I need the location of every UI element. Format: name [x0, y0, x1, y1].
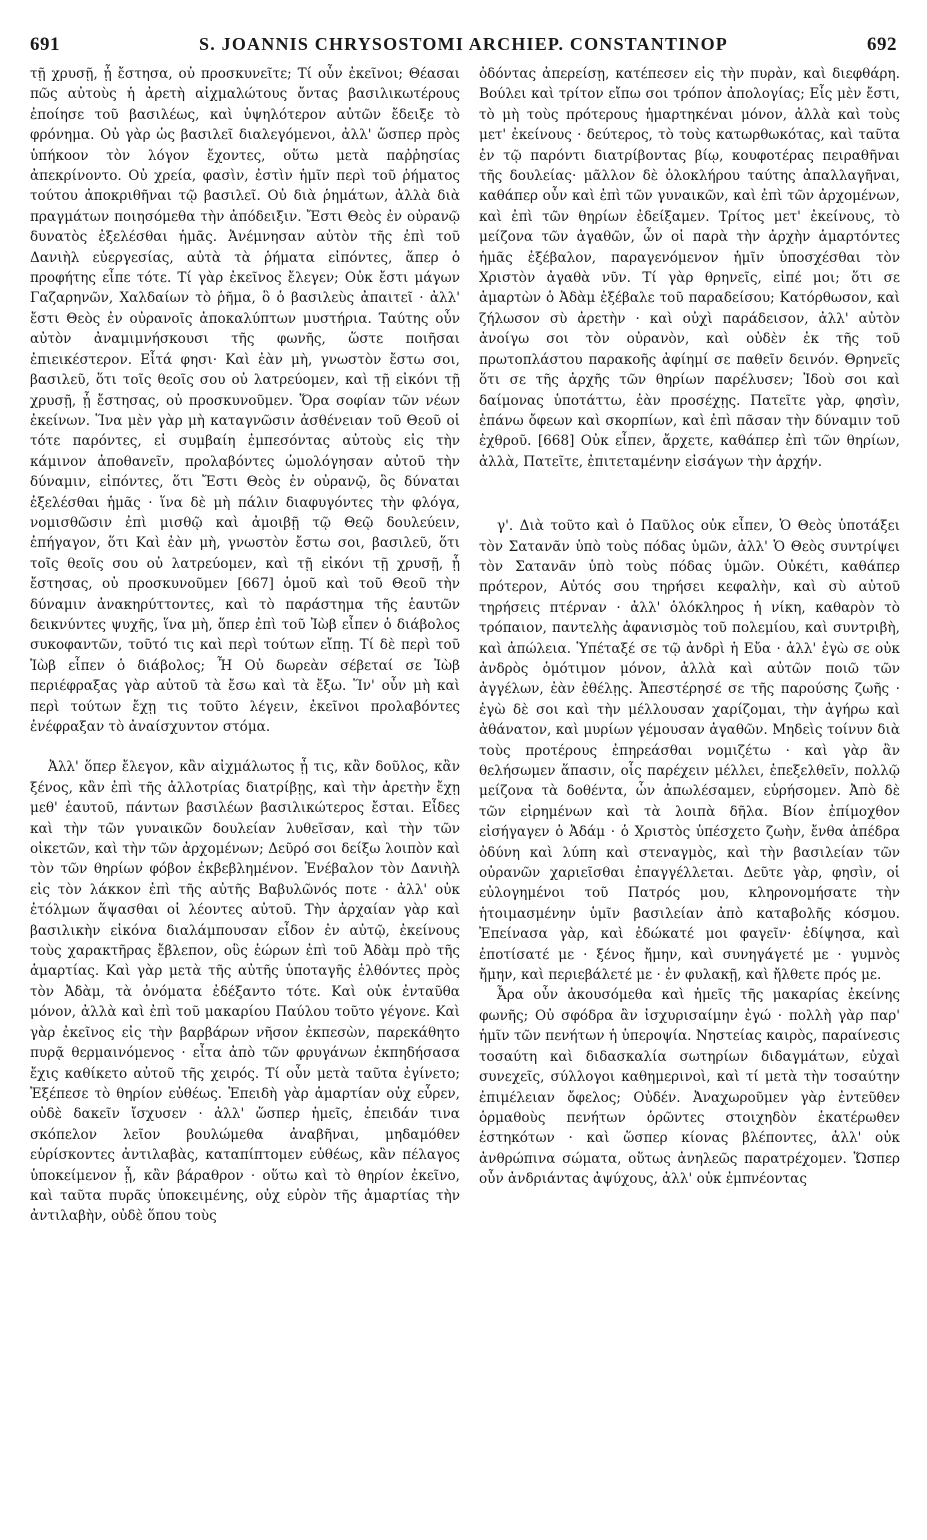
- running-title: S. JOANNIS CHRYSOSTOMI ARCHIEP. CONSTANTINOP: [199, 34, 728, 54]
- right-column: [479, 64, 900, 1190]
- page-number-right: 692: [867, 34, 897, 55]
- right-paragraph-3: Ἆρα οὖν ἀκουσόμεθα καὶ ἡμεῖς τῆς μακαρίας ἐκείνης φωνῆς; Οὐ σφόδρα ἂν ἰσχυρισαίμην ἐγώ · πολλὴ γὰρ παρ' ἡμῖν τῶν πενήτων ἡ ὑπεροψία. Νηστείας καιρὸς, παραίνεσις τοσαύτη καὶ διδασκαλία σωτηρίων διδαγμάτων, εὐχαὶ συνεχεῖς, σύλλογοι καθημερινοὶ, καὶ τί μετὰ τὴν τοσαύτην ἐπιμέλειαν ὄφελος; Οὐδέν. Ἀναχωροῦμεν γὰρ ἐντεῦθεν ὁρμαθοὺς πενήτων ὁρῶντες στοιχηδὸν ἑκατέρωθεν ἑστηκότων · καὶ ὥσπερ κίονας βλέποντες, ἀλλ' οὐκ ἀνθρώπινα σώματα, οὕτως ἀνηλεῶς παρατρέχομεν. Ὥσπερ οὖν ἀνδριάντας ἀψύχους, ἀλλ' οὐκ ἐμπνέοντας: [479, 987, 900, 1188]
- right-paragraph-2: γ'. Διὰ τοῦτο καὶ ὁ Παῦλος οὐκ εἶπεν, Ὁ Θεὸς ὑποτάξει τὸν Σατανᾶν ὑπὸ τοὺς πόδας ὑμῶν, ἀλλ' Ὁ Θεὸς συντρίψει τὸν Σατανᾶν ὑπὸ τοὺς πόδας ὑμῶν. Οὐκέτι, καθάπερ πρότερον, Αὐτός σου τηρήσει κεφαλὴν, καὶ σὺ αὐτοῦ τηρήσεις πτέρναν · ἀλλ' ὁλόκληρος ἡ νίκη, καθαρὸν τὸ τρόπαιον, παντελὴς ἀφανισμὸς τοῦ πολεμίου, καὶ συντριβὴ, καὶ ἀπώλεια. Ὑπέταξέ σε τῷ ἀνδρὶ ἡ Εὔα · ἀλλ' ἐγὼ σε οὐκ ἀνδρὸς ὁμότιμον μόνον, ἀλλὰ καὶ αὐτῶν ποιῶ τῶν ἀγγέλων, ἐὰν ἐθέλῃς. Ἀπεστέρησέ σε τῆς παρούσης ζωῆς · ἐγὼ δὲ σοι καὶ τὴν μέλλουσαν χαρίζομαι, τὴν ἀγήρω καὶ ἀθάνατον, καὶ μυρίων γέμουσαν ἀγαθῶν. Μηδεὶς τοίνυν διὰ τοὺς προτέρους ἐπηρεάσθαι νομιζέτω · καὶ γὰρ ἂν θελήσωμεν ἅπασιν, οἷς παρέχειν μέλλει, ἐπεξελθεῖν, πολλῷ μείζονα τὰ δοθέντα, ὧν ἀπωλέσαμεν, εὑρήσομεν. Ἀπὸ δὲ τῶν εἰρημένων καὶ τὰ λοιπὰ δῆλα. Βίον ἐπίμοχθον εἰσήγαγεν ὁ Ἀδάμ · ὁ Χριστὸς ὑπέσχετο ζωὴν, ἔνθα ἀπέδρα ὀδύνη καὶ λύπη καὶ στεναγμὸς, καὶ τὴν βασιλείαν τῶν οὐρανῶν χαριεῖσθαι ἐπαγγέλλεται. Δεῦτε γὰρ, φησὶν, οἱ εὐλογημένοι τοῦ Πατρός μου, κληρονομήσατε τὴν ἡτοιμασμένην ὑμῖν βασιλείαν ἀπὸ καταβολῆς κόσμου. Ἐπείνασα γὰρ, καὶ ἐδώκατέ μοι φαγεῖν· ἐδίψησα, καὶ ἐποτίσατέ με · ξένος ἤμην, καὶ συνηγάγετέ με · γυμνὸς ἤμην, καὶ περιεβάλετέ με · ἐν φυλακῇ, καὶ ἤλθετε πρός με.: [479, 518, 900, 984]
- left-paragraph-2: Ἀλλ' ὅπερ ἔλεγον, κἂν αἰχμάλωτος ᾖ τις, κἂν δοῦλος, κἂν ξένος, κἂν ἐπὶ τῆς ἀλλοτρίας διατρίβῃς, καὶ τὴν ἀρετὴν ἔχῃ μεθ' ἑαυτοῦ, πάντων βασιλέων βασιλικώτερος ἔσται. Εἶδες καὶ τὴν τῶν γυναικῶν δουλείαν λυθεῖσαν, καὶ τὴν τῶν οἰκετῶν, καὶ τὴν τῶν ἀρχομένων; Δεῦρό σοι δείξω λοιπὸν καὶ τὸν τῶν θηρίων φόβον ἐκβεβλημένον. Ἐνέβαλον τὸν Δανιὴλ εἰς τὸν λάκκον ἐπὶ τῆς αὐτῆς Βαβυλῶνός ποτε · ἀλλ' οὐκ ἐτόλμων ἅψασθαι οἱ λέοντες αὐτοῦ. Τὴν ἀρχαίαν γὰρ καὶ βασιλικὴν εἰκόνα διαλάμπουσαν εἶδον ἐν αὐτῷ, ἐκείνους τοὺς χαρακτῆρας ἔβλεπον, οὓς ἑώρων ἐπὶ τοῦ Ἀδὰμ πρὸ τῆς ἁμαρτίας. Καὶ γὰρ μετὰ τῆς αὐτῆς ὑποταγῆς ἐλθόντες πρὸς τὸν Ἀδὰμ, τὰ ὀνόματα ἐδέξαντο τότε. Καὶ οὐκ ἐνταῦθα μόνον, ἀλλὰ καὶ ἐπὶ τοῦ μακαρίου Παύλου τοῦτο γέγονε. Καὶ γὰρ ἐκεῖνος εἰς τὴν βαρβάρων νῆσον ἐκπεσὼν, παρεκάθητο πυρᾷ θερμαινόμενος · εἶτα ἀπὸ τῶν φρυγάνων ἐκπηδήσασα ἔχις καθίκετο αὐτοῦ τῆς χειρός. Τί οὖν μετὰ ταῦτα ἐγίνετο; Ἐξέπεσε τὸ θηρίον εὐθέως. Ἐπειδὴ γὰρ ἁμαρτίαν οὐχ εὗρεν, οὐδὲ δακεῖν ἴσχυσεν · ἀλλ' ὥσπερ ἡμεῖς, ἐπειδάν τινα σκόπελον λεῖον βουλώμεθα ἀναβῆναι, μηδαμόθεν εὑρίσκοντες ἀντιλαβὰς, καταπίπτομεν εὐθέως, κἂν πέλαγος ὑποκείμενον ᾖ, κἂν βάραθρον · οὕτω καὶ τὸ θηρίον ἐκεῖνο, καὶ ταῦτα πυρᾶς ὑποκειμένης, οὐχ εὑρὸν τῆς ἁμαρτίας τὴν ἀντιλαβὴν, οὐδὲ ὅπου τοὺς: [30, 759, 460, 1225]
- page-number-left: 691: [30, 34, 60, 55]
- running-header: [30, 34, 897, 60]
- right-paragraph-1: ὀδόντας ἀπερείσῃ, κατέπεσεν εἰς τὴν πυρὰν, καὶ διεφθάρη. Βούλει καὶ τρίτον εἴπω σοι τρόπον ἀπολογίας; Εἷς μὲν ἔστι, τὸ μὴ τοὺς πρότερους ἡμαρτηκέναι μόνον, ἀλλὰ καὶ τοὺς μετ' ἐκείνους · δεύτερος, τὸ τοὺς κατωρθωκότας, καὶ ταῦτα ἐν τῷ παρόντι διατρίβοντας βίῳ, κουφοτέρας πειραθῆναι τῆς δουλείας· μᾶλλον δὲ ὁλοκλήρου ταύτης ἀπαλλαγῆναι, καθάπερ οὖν καὶ ἐπὶ τῶν γυναικῶν, καὶ ἐπὶ τῶν ἀρχομένων, καὶ ἐπὶ τῶν θηρίων ἐδείξαμεν. Τρίτος μετ' ἐκείνους, τὸ μείζονα τῶν ἀγαθῶν, ὧν οἱ παρὰ τὴν ἀρχὴν ἁμαρτόντες ἡμᾶς ἐξέβαλον, παραγενόμενον ἡμῖν ὑποσχέσθαι τὸν Χριστὸν ἀγαθὰ νῦν. Τί γὰρ θρηνεῖς, εἰπέ μοι; ὅτι σε ἁμαρτὼν ὁ Ἀδὰμ ἐξέβαλε τοῦ παραδείσου; Κατόρθωσον, καὶ ζήλωσον σὺ ἀρετὴν · καὶ οὐχὶ παράδεισον, ἀλλ' αὐτὸν ἀνοίγω σοι τὸν οὐρανὸν, καὶ οὐδὲν ἐκ τῆς τοῦ πρωτοπλάστου παρακοῆς ἀφίημί σε παθεῖν δεινόν. Θρηνεῖς ὅτι σε τῆς ἀρχῆς τῶν θηρίων παρέλυσεν; Ἰδοὺ σοι καὶ δαίμονας ὑποτάττω, ἐὰν προσέχῃς. Πατεῖτε γὰρ, φησὶν, ἐπάνω ὄφεων καὶ σκορπίων, καὶ ἐπὶ πᾶσαν τὴν δύναμιν τοῦ ἐχθροῦ. [668] Οὐκ εἶπεν, ἄρχετε, καθάπερ ἐπὶ τῶν θηρίων, ἀλλὰ, Πατεῖτε, ἐπιτεταμένην εἰσάγων τὴν ἀρχήν.: [479, 66, 900, 470]
- left-paragraph-1: τῇ χρυσῇ, ᾗ ἔστησα, οὐ προσκυνεῖτε; Τί οὖν ἐκεῖνοι; Θέασαι πῶς αὐτοὺς ἡ ἀρετὴ αἰχμαλώτους ὄντας βασιλικωτέρους ἐποίησε τοῦ βασιλέως, καὶ ὑψηλότερον αὐτῶν ἔδειξε τὸ φρόνημα. Οὐ γὰρ ὡς βασιλεῖ διαλεγόμενοι, ἀλλ' ὥσπερ πρὸς ὑπήκοον τὸν λόγον ἔχοντες, οὕτω μετὰ παῤῥησίας ἀπεκρίνοντο. Οὐ χρεία, φασὶν, ἐστὶν ἡμῖν περὶ τοῦ ῥήματος τούτου ἀποκριθῆναι τῷ βασιλεῖ. Οὐ διὰ ῥημάτων, ἀλλὰ διὰ πραγμάτων ποιησόμεθα τὴν ἀπόδειξιν. Ἔστι Θεὸς ἐν οὐρανῷ δυνατὸς ἐξελέσθαι ἡμᾶς. Ἀνέμνησαν αὐτὸν τῆς ἐπὶ τοῦ Δανιὴλ εὐεργεσίας, αὐτὰ τὰ ῥήματα εἰπόντες, ἅπερ ὁ προφήτης εἶπε τότε. Τί γὰρ ἐκεῖνος ἔλεγεν; Οὐκ ἔστι μάγων Γαζαρηνῶν, Χαλδαίων τὸ ῥῆμα, ὃ ὁ βασιλεὺς ἀπαιτεῖ · ἀλλ' ἔστι Θεὸς ἐν οὐρανοῖς ἀποκαλύπτων μυστήρια. Ταύτης οὖν αὐτὸν ἀναμιμνήσκουσι τῆς φωνῆς, ὥστε ποιῆσαι ἐπιεικέστερον. Εἶτά φησι· Καὶ ἐὰν μὴ, γνωστὸν ἔστω σοι, βασιλεῦ, ὅτι τοῖς θεοῖς σου οὐ λατρεύομεν, καὶ τῇ εἰκόνι τῇ χρυσῇ, ᾗ ἔστησας, οὐ προσκυνοῦμεν. Ὅρα σοφίαν τῶν νέων ἐκείνων. Ἵνα μὲν γὰρ μὴ καταγνῶσιν ἀσθένειαν τοῦ Θεοῦ οἱ τότε παρόντες, εἰ συμβαίη ἐμπεσόντας αὐτοὺς εἰς τὴν κάμινον ἀποθανεῖν, προλαβόντες ὡμολόγησαν αὐτοῦ τὴν δύναμιν, εἰπόντες, ὅτι Ἔστι Θεὸς ἐν οὐρανῷ, ὃς δύναται ἐξελέσθαι ἡμᾶς · ἵνα δὲ μὴ πάλιν διαφυγόντες τὴν φλόγα, νομισθῶσιν ἐπὶ μισθῷ καὶ ἀμοιβῇ τῷ Θεῷ δουλεύειν, ἐπήγαγον, ὅτι Καὶ ἐὰν μὴ, γνωστὸν ἔστω σοι, βασιλεῦ, ὅτι τοῖς θεοῖς σου οὐ λατρεύομεν, καὶ τῇ εἰκόνι τῇ χρυσῇ, ᾗ ἔστησας, οὐ προσκυνοῦμεν [667] ὁμοῦ καὶ τοῦ Θεοῦ τὴν δύναμιν ἀνακηρύττοντες, καὶ τὸ παράστημα τῆς ἑαυτῶν δεικνύντες ψυχῆς, ἵνα μὴ, ὅπερ ἐπὶ τοῦ Ἰὼβ εἶπεν ὁ διάβολος συκοφαντῶν, τοῦτό τις καὶ περὶ τούτων εἴπῃ. Τί δὲ περὶ τοῦ Ἰὼβ εἶπεν ὁ διάβολος; Ἦ Οὐ δωρεὰν σέβεταί σε Ἰὼβ περιέφραξας γὰρ αὐτοῦ τὰ ἔσω καὶ τὰ ἔξω. Ἵν' οὖν μὴ καὶ περὶ τούτων ἔχῃ τις τοῦτο λέγειν, ἐκεῖνοι προλαβόντες ἐνέφραξαν τὸ ἀναίσχυντον στόμα.: [30, 66, 460, 735]
- left-column: [30, 64, 460, 1227]
